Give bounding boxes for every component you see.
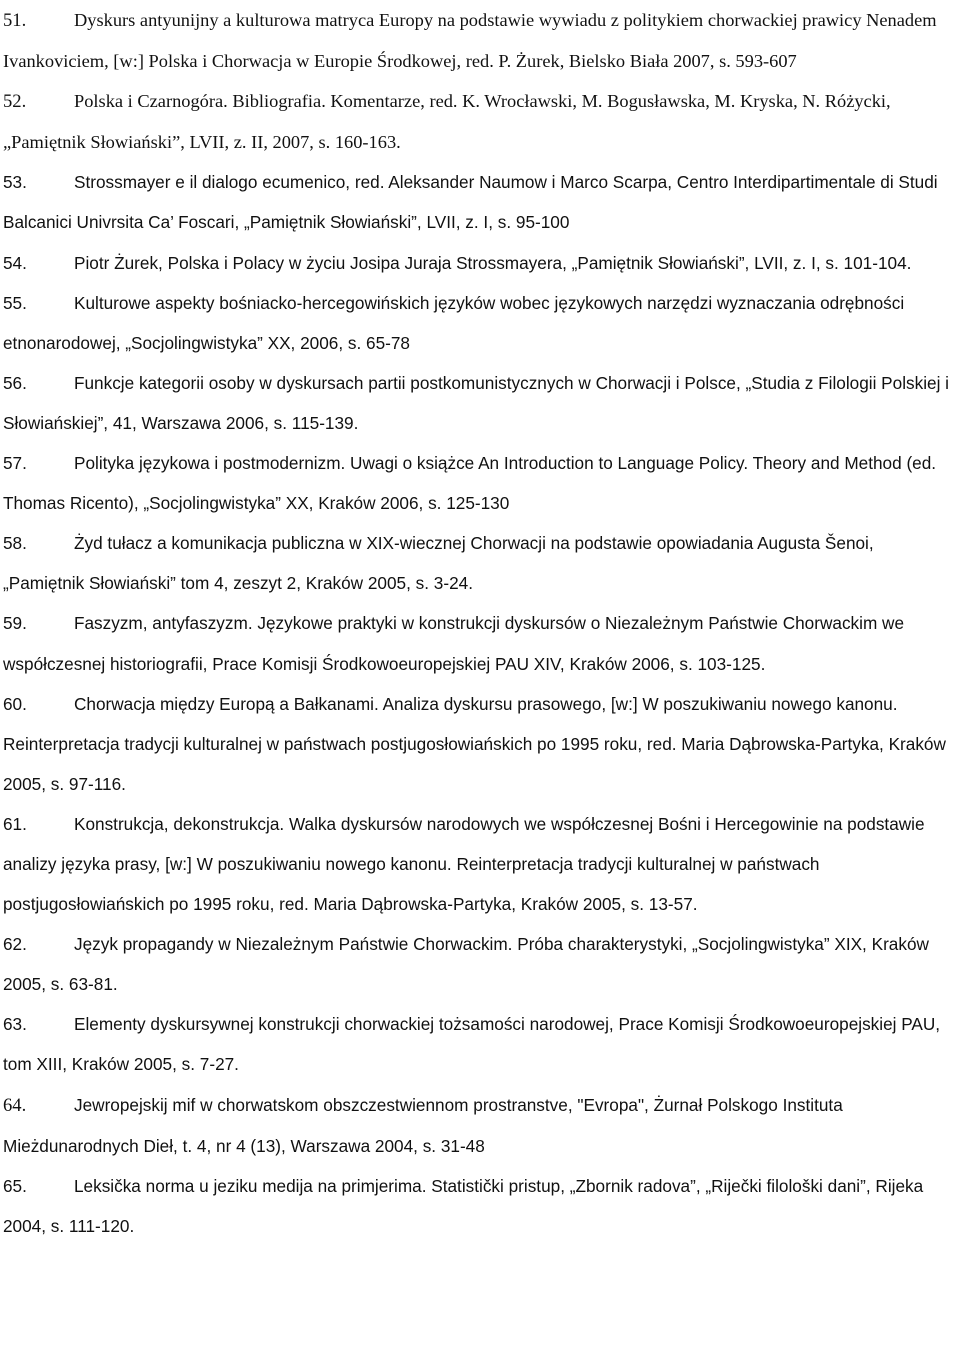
entry-number: 64. xyxy=(3,1094,27,1116)
entry-text: Polityka językowa i postmodernizm. Uwagi o książce An Introduction to Language Policy. Theory and Method (ed. Thomas Ricento), „Socjolingwistyka” XX, Kraków 2006, s. 125-130 xyxy=(3,453,937,514)
bibliography-entry xyxy=(3,81,958,162)
entry-text: Leksička norma u jeziku medija na primjerima. Statistički pristup, „Zbornik radova”, „Riječki filološki dani”, Rijeka 2004, s. 111-120. xyxy=(3,1175,924,1236)
entry-number: 51. xyxy=(3,10,27,31)
entry-text: Chorwacja między Europą a Bałkanami. Analiza dyskursu prasowego, [w:] W poszukiwaniu nowego kanonu. Reinterpretacja tradycji kulturalnej w państwach postjugosłowiańskich po 1995 roku, red. Maria Dąbrowska-Partyka, Kraków 2005, s. 97-116. xyxy=(3,693,946,794)
entry-text: Faszyzm, antyfaszyzm. Językowe praktyki w konstrukcji dyskursów o Niezależnym Państwie Chorwackim we współczesnej historiografii, Prace Komisji Środkowoeuropejskiej PAU XIV, Kraków 2006, s. 103-125. xyxy=(3,613,905,674)
entry-text: Język propagandy w Niezależnym Państwie Chorwackim. Próba charakterystyki, „Socjolingwistyka” XIX, Kraków 2005, s. 63-81. xyxy=(3,934,929,995)
entry-text: Dyskurs antyunijny a kulturowa matryca Europy na podstawie wywiadu z politykiem chorwackiej prawicy Nenadem Ivankoviciem, [w:] Polska i Chorwacja w Europie Środkowej, red. P. Żurek, Bielsko Biała 2007, s. 593-607 xyxy=(3,10,937,72)
entry-number: 52. xyxy=(3,91,27,113)
entry-text: Konstrukcja, dekonstrukcja. Walka dyskursów narodowych we współczesnej Bośni i Hercegowinie na podstawie analizy języka prasy, [w:] W poszukiwaniu nowego kanonu. Reinterpretacja tradycji kulturalnej w państwach postjugosłowiańskich po 1995 roku, red. Maria Dąbrowska-Partyka, Kraków 2005, s. 13-57. xyxy=(3,813,925,915)
entry-text: Elementy dyskursywnej konstrukcji chorwackiej tożsamości narodowej, Prace Komisji Środkowoeuropejskiej PAU, tom XIII, Kraków 2005, s. 7-27. xyxy=(3,1014,941,1075)
entry-text: Polska i Czarnogóra. Bibliografia. Komentarze, red. K. Wrocławski, M. Bogusławska, M. Kryska, N. Różycki, „Pamiętnik Słowiański”, LVII, z. II, 2007, s. 160-163. xyxy=(3,91,891,153)
bibliography-entry xyxy=(3,0,958,81)
bibliography-entry xyxy=(3,363,958,443)
bibliography-entry xyxy=(3,283,958,363)
entry-number: 59. xyxy=(3,613,27,634)
entry-text: Funkcje kategorii osoby w dyskursach partii postkomunistycznych w Chorwacji i Polsce, „Studia z Filologii Polskiej i Słowiańskiej”, 41, Warszawa 2006, s. 115-139. xyxy=(3,372,949,433)
entry-number: 63. xyxy=(3,1014,27,1035)
bibliography-entry xyxy=(3,443,958,523)
entry-number: 54. xyxy=(3,252,27,273)
bibliography-entry xyxy=(3,523,958,603)
entry-text: Piotr Żurek, Polska i Polacy w życiu Josipa Juraja Strossmayera, „Pamiętnik Słowiański”, LVII, z. I, s. 101-104. xyxy=(74,252,912,273)
bibliography-entry xyxy=(3,804,958,924)
entry-number: 56. xyxy=(3,372,27,393)
entry-number: 55. xyxy=(3,292,27,313)
entry-number: 61. xyxy=(3,813,27,834)
bibliography-entry xyxy=(3,1004,958,1084)
entry-number: 58. xyxy=(3,533,27,554)
entry-text: Jewropejskij mif w chorwatskom obszczestwiennom prostranstve, "Evropa", Żurnał Polskogo Instituta Mieżdunarodnych Dieł, t. 4, nr 4 (13), Warszawa 2004, s. 31-48 xyxy=(3,1094,843,1156)
entry-text: Żyd tułacz a komunikacja publiczna w XIX-wiecznej Chorwacji na podstawie opowiadania Augusta Šenoi, „Pamiętnik Słowiański” tom 4, zeszyt 2, Kraków 2005, s. 3-24. xyxy=(3,533,874,594)
bibliography-entry xyxy=(3,684,958,804)
entry-text: Kulturowe aspekty bośniacko-hercegowińskich języków wobec językowych narzędzi wyznaczania odrębności etnonarodowej, „Socjolingwistyka” XX, 2006, s. 65-78 xyxy=(3,292,905,353)
bibliography-entry xyxy=(3,603,958,683)
entry-number: 57. xyxy=(3,453,27,474)
entry-number: 60. xyxy=(3,693,27,714)
bibliography-entry xyxy=(3,1085,958,1166)
bibliography-entry xyxy=(3,924,958,1004)
entry-number: 65. xyxy=(3,1175,27,1196)
entry-text: Strossmayer e il dialogo ecumenico, red. Aleksander Naumow i Marco Scarpa, Centro Interdipartimentale di Studi Balcanici Univrsita Ca’ Foscari, „Pamiętnik Słowiański”, LVII, z. I, s. 95-100 xyxy=(3,172,938,233)
bibliography-entry xyxy=(3,1166,958,1246)
bibliography-entry xyxy=(3,162,958,242)
entry-number: 53. xyxy=(3,172,27,193)
entry-number: 62. xyxy=(3,934,27,955)
bibliography-entry xyxy=(3,243,958,283)
